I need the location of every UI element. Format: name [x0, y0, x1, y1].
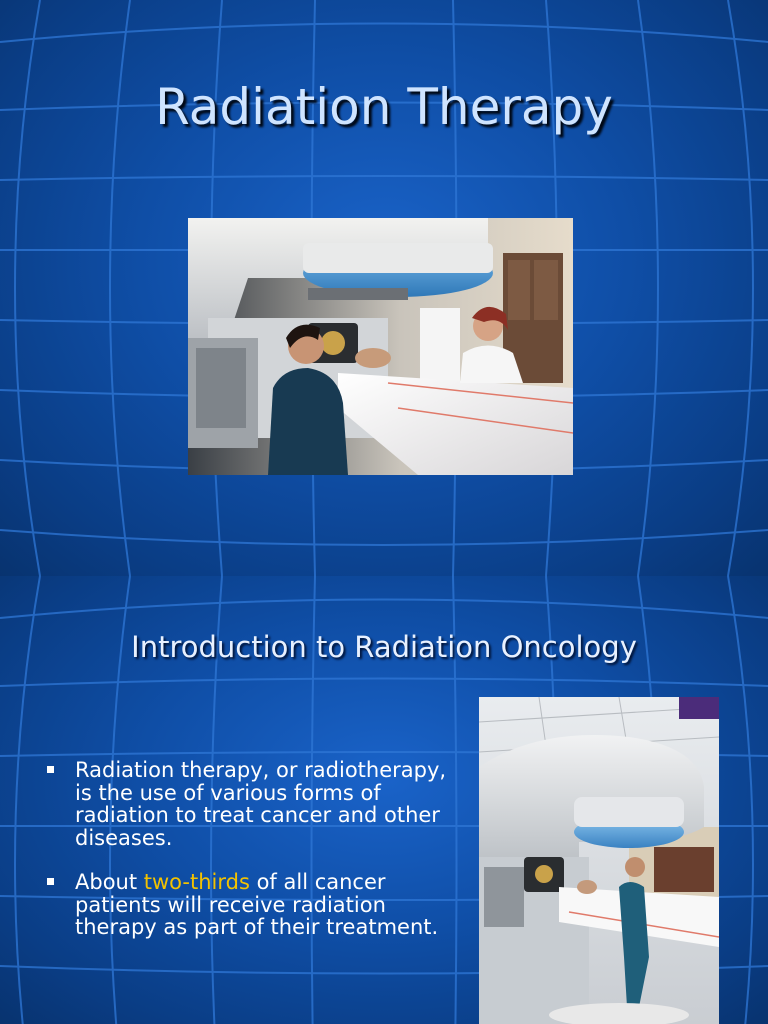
slide-2	[0, 576, 768, 1024]
slide-subtitle: Introduction to Radiation Oncology	[131, 630, 637, 664]
bullet-list	[40, 759, 465, 961]
linear-accelerator-photo	[479, 697, 719, 1024]
bullet-item	[40, 759, 465, 849]
bullet-text-after: of all cancer patients will receive radiation therapy as part of their treatment.	[75, 870, 439, 939]
square-bullet-icon	[47, 878, 54, 885]
bullet-text-before: About	[75, 870, 144, 894]
treatment-room-photo	[188, 218, 573, 475]
bullet-text: Radiation therapy, or radiotherapy, is the use of various forms of radiation to treat cancer and other diseases.	[75, 758, 447, 850]
highlighted-text: two-thirds	[143, 870, 250, 894]
square-bullet-icon	[47, 766, 54, 773]
slide-title: Radiation Therapy	[155, 78, 613, 136]
bullet-item	[40, 871, 465, 939]
